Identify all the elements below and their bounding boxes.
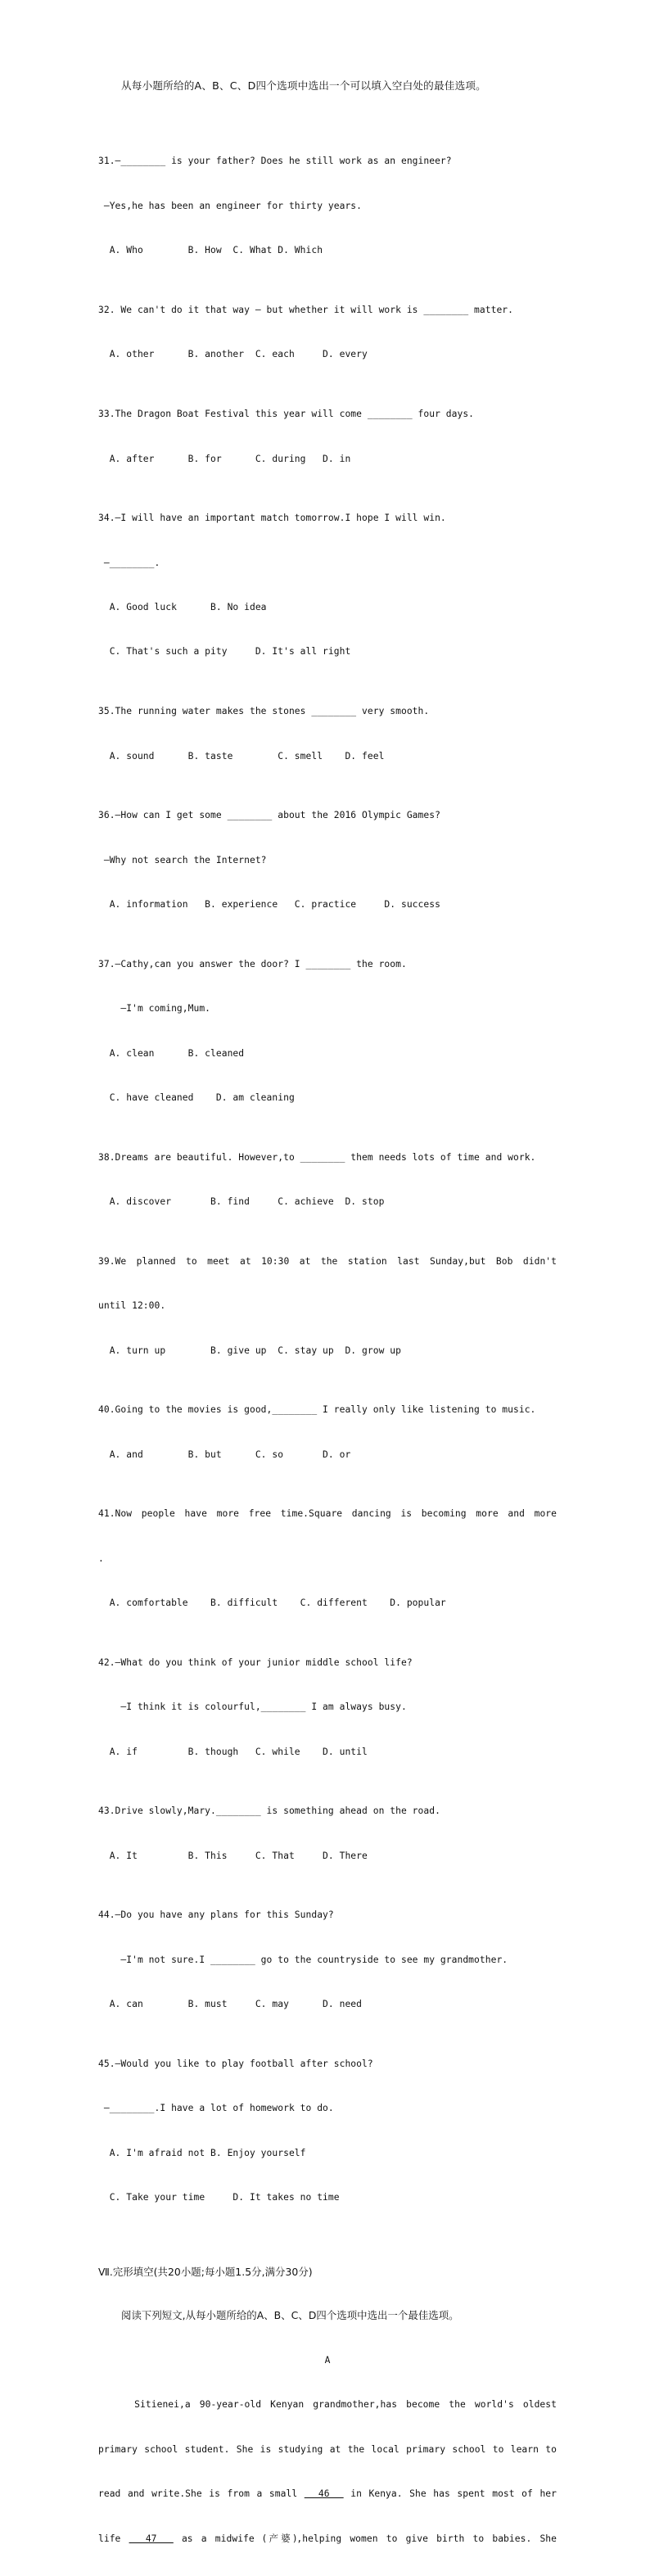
- question-38-stem: 38.Dreams are beautiful. However,to ________ them needs lots of time and work.: [98, 1151, 536, 1163]
- question-44-stem: 44.—Do you have any plans for this Sunday?: [98, 1909, 334, 1921]
- question-42-reply: —I think it is colourful,________ I am always busy.: [98, 1702, 407, 1713]
- section-7-instruction: 阅读下列短文,从每小题所给的A、B、C、D四个选项中选出一个最佳选项。: [121, 2309, 459, 2322]
- question-43-stem: 43.Drive slowly,Mary.________ is something ahead on the road.: [98, 1805, 440, 1817]
- question-36-options: A. information B. experience C. practice D. success: [98, 899, 440, 911]
- passage-line-2: primary school student. She is studying at the local primary school to learn to: [98, 2443, 557, 2455]
- question-45-options-ab: A. I'm afraid not B. Enjoy yourself: [98, 2147, 306, 2158]
- question-42-stem: 42.—What do you think of your junior middle school life?: [98, 1656, 413, 1668]
- passage-line-4: [98, 2532, 557, 2547]
- question-41-stem-cont: .: [98, 1552, 104, 1564]
- question-44-reply: —I'm not sure.I ________ go to the countryside to see my grandmother.: [98, 1954, 508, 1965]
- section-instruction: 从每小题所给的A、B、C、D四个选项中选出一个可以填入空白处的最佳选项。: [121, 79, 486, 92]
- question-32-options: A. other B. another C. each D. every: [98, 349, 368, 360]
- passage-line-3-b: in Kenya. She has spent most of her: [343, 2488, 557, 2500]
- question-35-options: A. sound B. taste C. smell D. feel: [98, 750, 385, 762]
- question-37-options-cd: C. have cleaned D. am cleaning: [98, 1092, 295, 1104]
- blank-46: 46: [304, 2488, 344, 2500]
- passage-line-4-d: ,helping women to give birth to babies. She: [296, 2533, 557, 2544]
- passage-line-4-b: as a midwife: [173, 2533, 263, 2544]
- question-33-options: A. after B. for C. during D. in: [98, 453, 351, 464]
- question-40-stem: 40.Going to the movies is good,________ I really only like listening to music.: [98, 1404, 536, 1416]
- question-32-stem: 32. We can't do it that way — but whether it will work is ________ matter.: [98, 304, 513, 315]
- question-44-options: A. can B. must C. may D. need: [98, 1999, 363, 2010]
- question-35-stem: 35.The running water makes the stones ________ very smooth.: [98, 706, 430, 717]
- question-45-reply: —________.I have a lot of homework to do.: [98, 2103, 334, 2114]
- question-36-reply: —Why not search the Internet?: [98, 854, 267, 865]
- question-45-stem: 45.—Would you like to play football after school?: [98, 2058, 373, 2069]
- question-34-options-ab: A. Good luck B. No idea: [98, 602, 267, 613]
- question-43-options: A. It B. This C. That D. There: [98, 1850, 368, 1861]
- question-34-stem: 34.—I will have an important match tomorrow.I hope I will win.: [98, 513, 446, 524]
- question-34-reply: —________.: [98, 557, 160, 568]
- question-39-stem: 39.We planned to meet at 10:30 at the station last Sunday,but Bob didn't: [98, 1255, 557, 1267]
- question-33-stem: 33.The Dragon Boat Festival this year will come ________ four days.: [98, 409, 475, 420]
- passage-line-4-a: life: [98, 2533, 129, 2544]
- question-34-options-cd: C. That's such a pity D. It's all right: [98, 646, 351, 658]
- question-37-stem: 37.—Cathy,can you answer the door? I ________ the room.: [98, 958, 407, 969]
- passage-label: A: [324, 2354, 331, 2366]
- question-37-options-ab: A. clean B. cleaned: [98, 1047, 245, 1059]
- question-45-options-cd: C. Take your time D. It takes no time: [98, 2192, 340, 2203]
- question-38-options: A. discover B. find C. achieve D. stop: [98, 1196, 385, 1208]
- question-37-reply: —I'm coming,Mum.: [98, 1003, 211, 1015]
- question-36-stem: 36.—How can I get some ________ about the 2016 Olympic Games?: [98, 810, 440, 821]
- passage-line-3-a: read and write.She is from a small: [98, 2488, 305, 2500]
- section-7-heading: Ⅶ.完形填空(共20小题;每小题1.5分,满分30分): [98, 2266, 313, 2278]
- question-40-options: A. and B. but C. so D. or: [98, 1448, 351, 1460]
- passage-line-1: Sitienei,a 90-year-old Kenyan grandmother,has become the world's oldest: [98, 2399, 557, 2411]
- passage-gloss: (产婆): [262, 2533, 297, 2544]
- question-41-stem: 41.Now people have more free time.Square dancing is becoming more and more: [98, 1508, 557, 1520]
- question-41-options: A. comfortable B. difficult C. different D. popular: [98, 1598, 446, 1609]
- question-list: [98, 110, 557, 2576]
- question-31-options: A. Who B. How C. What D. Which: [98, 245, 323, 256]
- question-39-stem-cont: until 12:00.: [98, 1300, 166, 1312]
- passage-line-3: [98, 2487, 557, 2501]
- question-31-stem: 31.—________ is your father? Does he still work as an engineer?: [98, 156, 452, 167]
- question-31-reply: —Yes,he has been an engineer for thirty years.: [98, 200, 363, 211]
- blank-47: 47: [129, 2533, 174, 2544]
- question-42-options: A. if B. though C. while D. until: [98, 1746, 368, 1757]
- question-39-options: A. turn up B. give up C. stay up D. grow up: [98, 1344, 401, 1356]
